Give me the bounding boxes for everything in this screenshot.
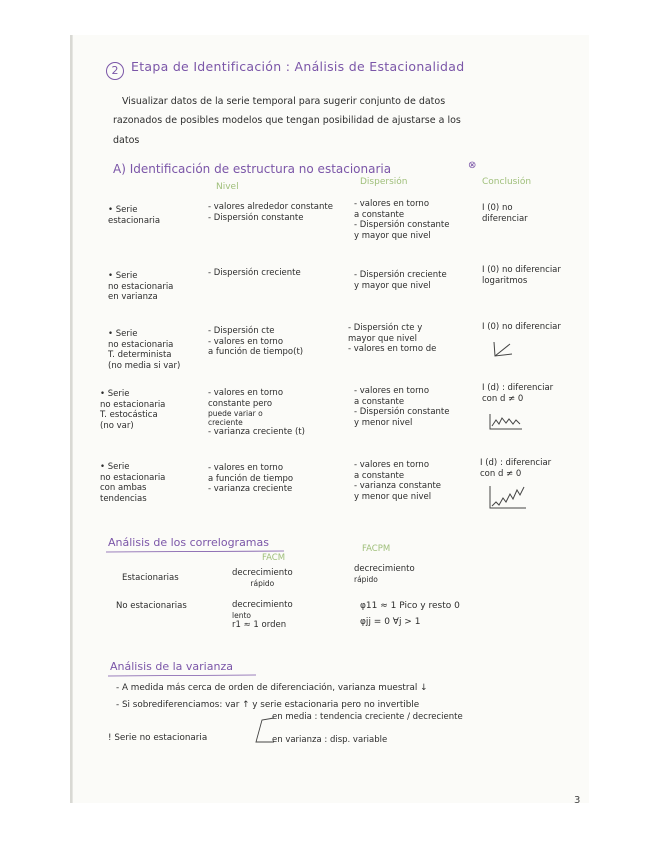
- varianza-title: Análisis de la varianza: [110, 660, 233, 673]
- cell-line: y mayor que nivel: [354, 280, 431, 291]
- section-number-circle: [106, 60, 124, 80]
- row-label-line: (no media si var): [108, 360, 181, 371]
- cell-line: a constante: [354, 396, 405, 407]
- correlogram-col-facp: FACPM: [362, 544, 391, 554]
- cell-line: φ11 ≈ 1 Pico y resto 0: [360, 601, 460, 611]
- row-label-line: no estacionaria: [108, 339, 174, 350]
- cell-line: rápido: [250, 578, 275, 588]
- row-label-line: tendencias: [100, 493, 147, 504]
- cell-line: I (0) no: [482, 203, 513, 213]
- row-label-line: • Serie: [100, 462, 130, 472]
- correlogram-row-1-facp: [354, 564, 415, 584]
- cell-line: - valores en torno: [208, 388, 284, 398]
- cell-line: - Dispersión creciente: [208, 268, 301, 278]
- row-label-line: T. determinista: [108, 350, 172, 360]
- column-header-nivel: Nivel: [216, 182, 239, 192]
- cell-line: - Dispersión constante: [354, 407, 450, 417]
- row-5-dispersion: [354, 460, 441, 502]
- cell-line: a función de tiempo: [208, 473, 294, 484]
- row-label-line: no estacionaria: [100, 399, 166, 410]
- cell-line: - valores en torno de: [348, 344, 437, 354]
- row-3-conclusion: [482, 322, 561, 333]
- cell-line: - Dispersión cte y: [348, 323, 423, 333]
- row-2-label: [108, 271, 173, 303]
- row-label-line: no estacionaria: [108, 281, 174, 292]
- row-4-label: [100, 389, 165, 431]
- column-header-conclusion: Conclusión: [482, 177, 532, 187]
- intro-line-2: razonados de posibles modelos que tengan posibilidad de ajustarse a los: [113, 115, 461, 126]
- correlogram-row-2-label: No estacionarias: [116, 601, 187, 611]
- cell-line: - valores en torno: [354, 386, 430, 396]
- correlogram-col-fac: FACM: [262, 553, 286, 563]
- cell-line: decrecimiento: [232, 568, 293, 578]
- cell-line: - Dispersión constante: [354, 220, 450, 230]
- section-a-mark: ⊗: [468, 160, 477, 171]
- cell-line: con d ≠ 0: [482, 393, 524, 404]
- cell-line: mayor que nivel: [348, 333, 418, 344]
- section-number: 2: [106, 62, 124, 80]
- correlogram-title: Análisis de los correlogramas: [108, 536, 269, 549]
- page-title: Etapa de Identificación : Análisis de Estacionalidad: [131, 59, 465, 74]
- row-label-line: no estacionaria: [100, 472, 166, 483]
- cell-line: y menor que nivel: [354, 491, 432, 502]
- cell-line: a constante: [354, 209, 405, 220]
- cell-line: puede variar o: [208, 409, 263, 418]
- cell-line: logaritmos: [482, 275, 528, 286]
- stochastic-trend-sketch: [488, 412, 524, 432]
- cell-line: a función de tiempo(t): [208, 347, 304, 357]
- cell-line: decrecimiento: [354, 564, 415, 574]
- cell-line: creciente: [208, 418, 243, 427]
- correlogram-row-1-fac: [232, 568, 293, 588]
- varianza-line-1: - A medida más cerca de orden de diferenciación, varianza muestral ↓: [116, 683, 428, 693]
- cell-line: diferenciar: [482, 213, 528, 224]
- correlogram-row-2-facp: [360, 598, 460, 630]
- row-label-line: T. estocástica: [100, 410, 158, 420]
- branch-varianza: en varianza : disp. variable: [272, 735, 388, 745]
- cell-line: - valores en torno: [208, 463, 284, 473]
- row-5-nivel: [208, 463, 293, 495]
- row-3-label: [108, 329, 180, 371]
- cell-line: I (d) : diferenciar: [480, 458, 552, 468]
- cell-line: - varianza creciente (t): [208, 427, 305, 437]
- row-5-label: [100, 462, 165, 504]
- row-4-nivel: [208, 388, 305, 438]
- cell-line: - Dispersión creciente: [354, 270, 447, 280]
- decreasing-trend-sketch: [492, 340, 514, 360]
- cell-line: rápido: [354, 574, 378, 584]
- row-3-dispersion: [348, 323, 436, 355]
- cell-line: - valores en torno: [208, 336, 284, 347]
- row-4-dispersion: [354, 386, 449, 428]
- row-5-conclusion: [480, 458, 551, 479]
- varianza-line-2: - Si sobrediferenciamos: var ↑ y serie estacionaria pero no invertible: [116, 700, 420, 710]
- intro-line-3: datos: [113, 135, 140, 146]
- correlogram-row-2-fac: [232, 600, 293, 630]
- column-header-dispersion: Dispersión: [360, 177, 408, 187]
- row-1-label: [108, 205, 160, 226]
- row-label-line: • Serie: [100, 389, 130, 399]
- cell-line: - Dispersión cte: [208, 326, 275, 336]
- row-3-nivel: [208, 326, 303, 358]
- cell-line: decrecimiento: [232, 600, 293, 610]
- row-label-line: estacionaria: [108, 215, 161, 226]
- section-a-title: A) Identificación de estructura no estacionaria: [113, 162, 392, 176]
- row-1-nivel: [208, 202, 333, 223]
- row-2-dispersion: [354, 270, 447, 291]
- row-label-line: • Serie: [108, 329, 138, 339]
- row-2-nivel: [208, 268, 301, 279]
- row-label-line: en varianza: [108, 292, 158, 302]
- varianza-underline: [108, 674, 258, 678]
- cell-line: - valores en torno: [354, 460, 430, 470]
- cell-line: con d ≠ 0: [480, 468, 522, 479]
- row-label-line: (no var): [100, 420, 134, 431]
- cell-line: I (0) no diferenciar: [482, 322, 561, 332]
- row-2-conclusion: [482, 265, 561, 286]
- cell-line: lento: [232, 610, 251, 620]
- branch-media: en media : tendencia creciente / decreciente: [272, 712, 463, 722]
- cell-line: y menor nivel: [354, 417, 413, 428]
- correlogram-underline: [106, 550, 286, 554]
- intro-line-1: Visualizar datos de la serie temporal para sugerir conjunto de datos: [122, 96, 446, 107]
- cell-line: - varianza constante: [354, 481, 442, 491]
- row-label-line: con ambas: [100, 483, 147, 493]
- cell-line: - varianza creciente: [208, 484, 293, 494]
- cell-line: y mayor que nivel: [354, 230, 431, 241]
- page-number: 3: [574, 795, 581, 806]
- cell-line: I (0) no diferenciar: [482, 265, 561, 275]
- row-label-line: • Serie: [108, 271, 138, 281]
- combined-trend-sketch: [488, 484, 528, 512]
- row-4-conclusion: [482, 383, 553, 404]
- row-1-dispersion: [354, 199, 449, 241]
- cell-line: - Dispersión constante: [208, 212, 304, 223]
- row-label-line: • Serie: [108, 205, 138, 215]
- cell-line: a constante: [354, 470, 405, 481]
- correlogram-row-1-label: Estacionarias: [122, 573, 179, 583]
- cell-line: - valores alrededor constante: [208, 202, 333, 212]
- cell-line: constante pero: [208, 398, 273, 409]
- row-1-conclusion: [482, 203, 528, 224]
- cell-line: φjj = 0 ∀j > 1: [360, 617, 421, 627]
- serie-no-estacionaria-label: ! Serie no estacionaria: [108, 733, 208, 743]
- cell-line: - valores en torno: [354, 199, 430, 209]
- cell-line: I (d) : diferenciar: [482, 383, 554, 393]
- cell-line: r1 ≈ 1 orden: [232, 619, 287, 630]
